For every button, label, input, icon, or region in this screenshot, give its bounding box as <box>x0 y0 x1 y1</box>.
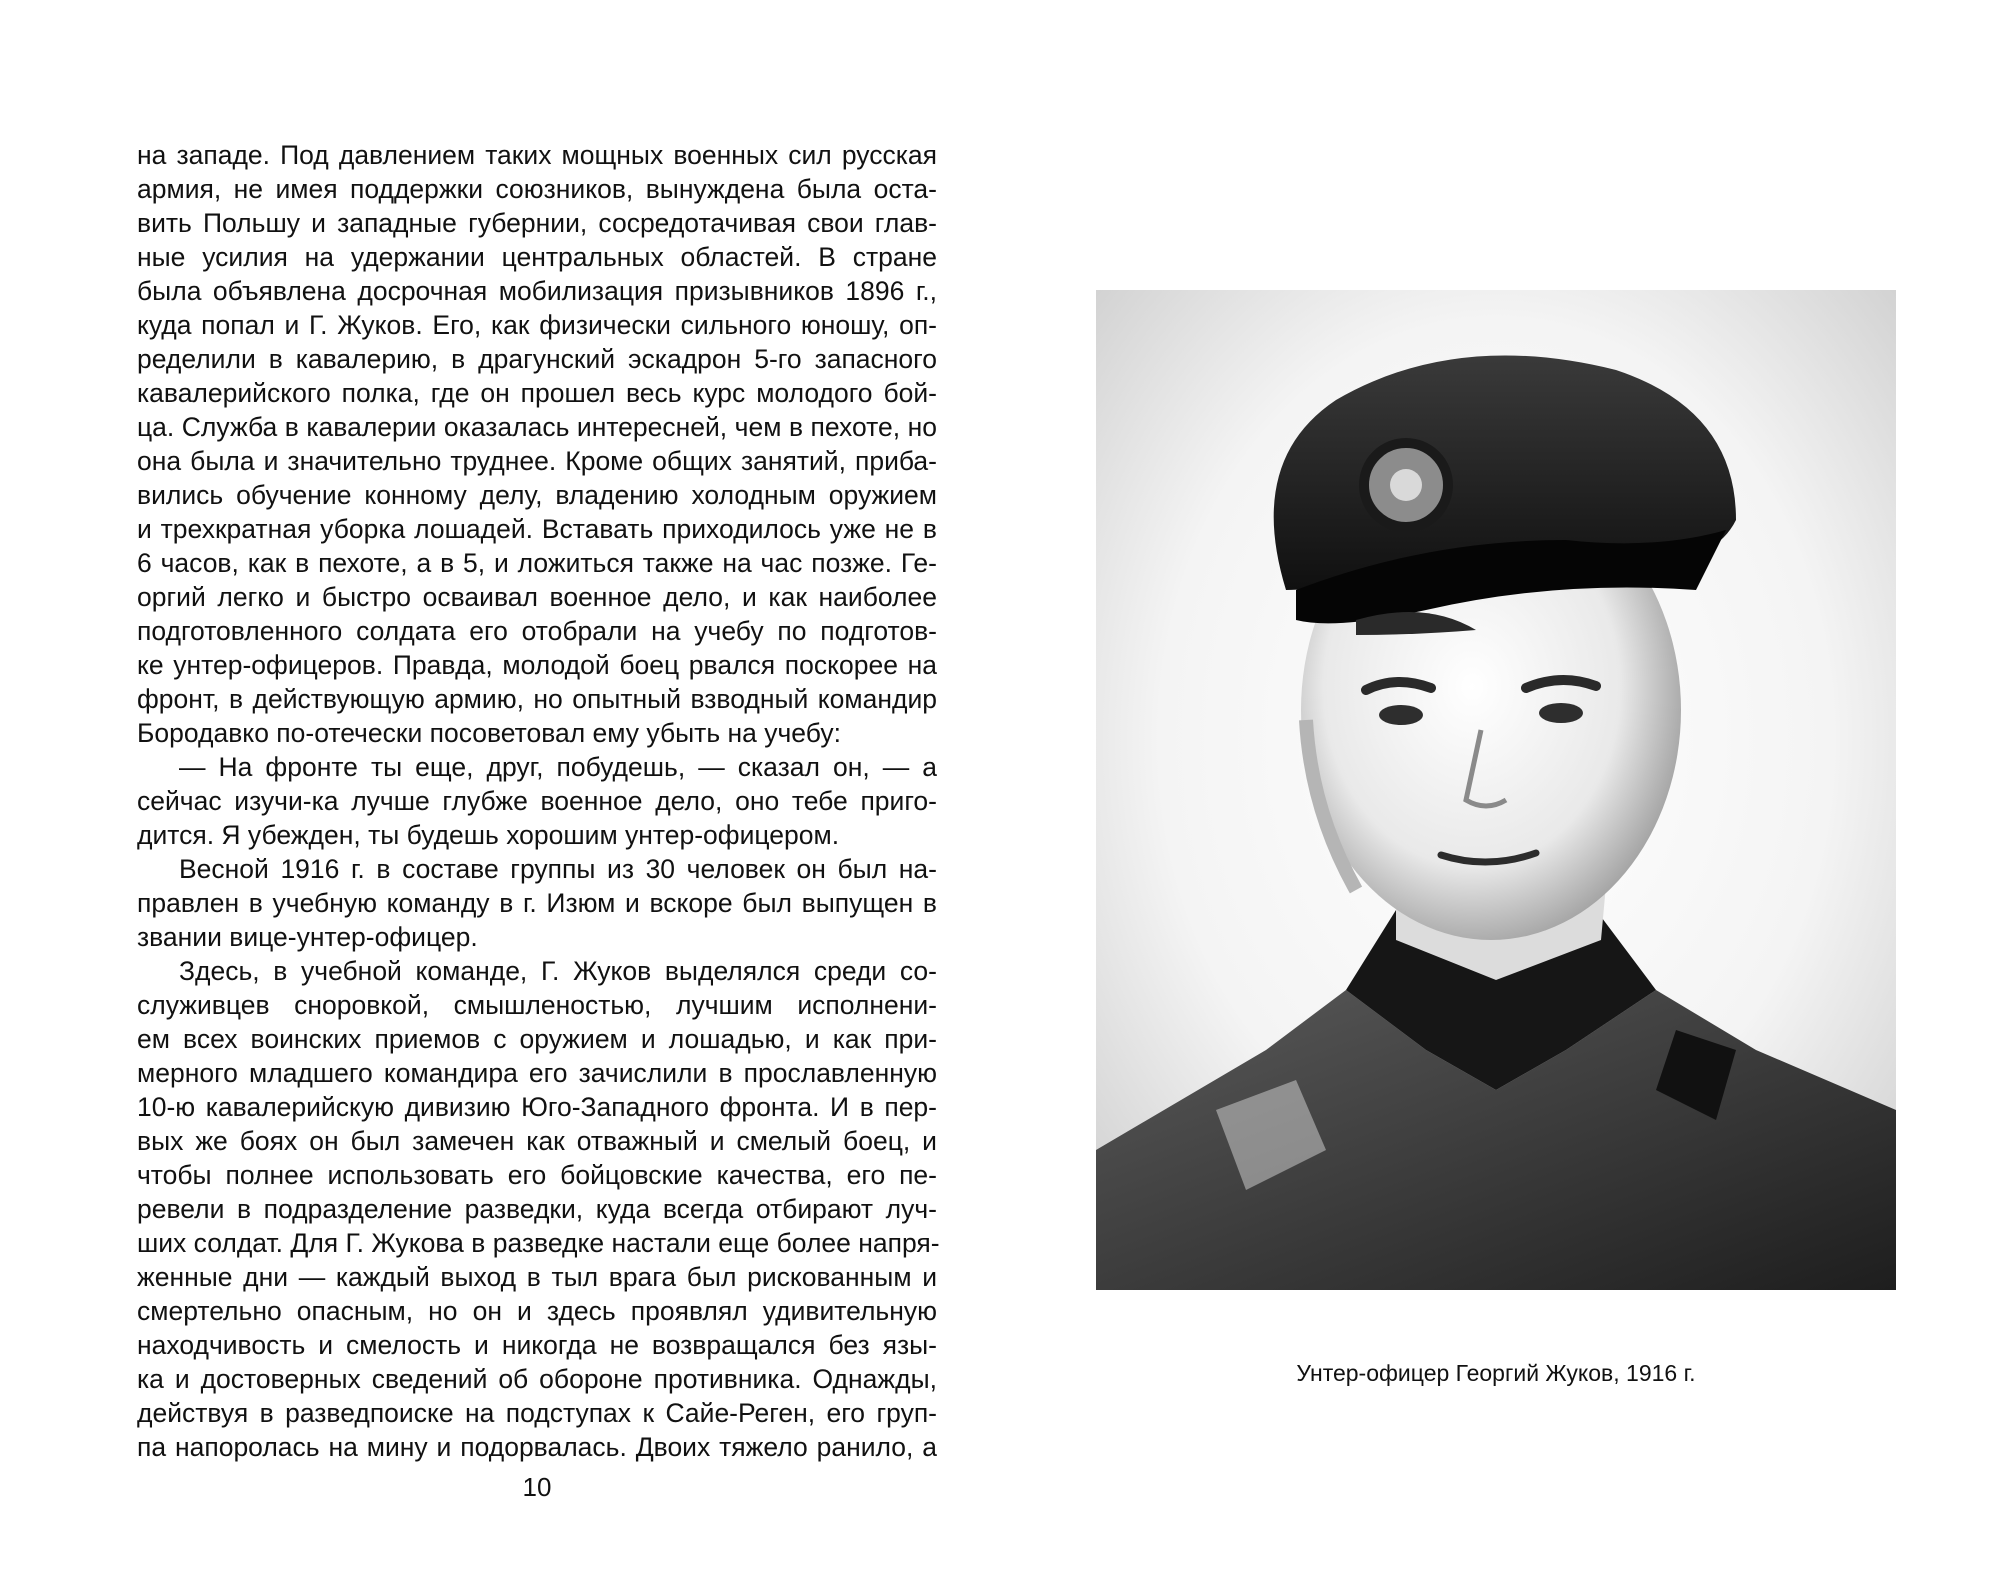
text-line: вить Польшу и западные губернии, сосредотачивая свои глав- <box>137 208 937 238</box>
text-line: ределили в кавалерию, в драгунский эскадрон 5-го запасного <box>137 344 937 374</box>
text-line: вых же боях он был замечен как отважный и смелый боец, и <box>137 1126 937 1156</box>
text-line: ем всех воинских приемов с оружием и лошадью, и как при- <box>137 1024 937 1054</box>
text-line: и трехкратная уборка лошадей. Вставать приходилось уже не в <box>137 514 937 544</box>
text-line: 6 часов, как в пехоте, а в 5, и ложиться также на час позже. Ге- <box>137 548 937 578</box>
text-line: мерного младшего командира его зачислили в прославленную <box>137 1058 937 1088</box>
text-line: Бородавко по-отечески посоветовал ему убыть на учебу: <box>137 718 841 748</box>
text-line: куда попал и Г. Жуков. Его, как физически сильного юношу, оп- <box>137 310 937 340</box>
text-line: правлен в учебную команду в г. Изюм и вскоре был выпущен в <box>137 888 937 918</box>
text-line: 10-ю кавалерийскую дивизию Юго-Западного фронта. И в пер- <box>137 1092 937 1122</box>
text-line: сейчас изучи-ка лучше глубже военное дело, оно тебе приго- <box>137 786 937 816</box>
portrait-illustration <box>1096 290 1896 1290</box>
text-line: ца. Служба в кавалерии оказалась интересней, чем в пехоте, но <box>137 412 937 442</box>
text-line: па напоролась на мину и подорвалась. Двоих тяжело ранило, а <box>137 1432 937 1462</box>
main-text-column <box>137 138 940 1464</box>
text-line: смертельно опасным, но он и здесь проявлял удивительную <box>137 1296 937 1326</box>
text-line: подготовленного солдата его отобрали на учебу по подготов- <box>137 616 937 646</box>
text-line: ные усилия на удержании центральных областей. В стране <box>137 242 937 272</box>
text-line: дится. Я убежден, ты будешь хорошим унтер-офицером. <box>137 820 840 850</box>
cap-badge-center-shape <box>1390 469 1422 501</box>
portrait-photo <box>1096 290 1896 1290</box>
page-number: 10 <box>522 1472 552 1502</box>
text-line: фронт, в действующую армию, но опытный взводный командир <box>137 684 937 714</box>
right-eye-shape <box>1539 703 1583 723</box>
text-line: кавалерийского полка, где он прошел весь курс молодого бой- <box>137 378 937 408</box>
text-line: ка и достоверных сведений об обороне противника. Однажды, <box>137 1364 937 1394</box>
text-line: действуя в разведпоиске на подступах к Сайе-Реген, его груп- <box>137 1398 937 1428</box>
text-line: служивцев сноровкой, смышленостью, лучшим исполнени- <box>137 990 937 1020</box>
photo-caption: Унтер-офицер Георгий Жуков, 1916 г. <box>1296 1360 1696 1386</box>
text-line: чтобы полнее использовать его бойцовские качества, его пе- <box>137 1160 937 1190</box>
text-line: армия, не имея поддержки союзников, вынуждена была оста- <box>137 174 937 204</box>
text-line: женные дни — каждый выход в тыл врага был рискованным и <box>137 1262 937 1292</box>
text-line: — На фронте ты еще, друг, побудешь, — сказал он, — а <box>179 752 937 782</box>
text-line: она была и значительно труднее. Кроме общих занятий, приба- <box>137 446 937 476</box>
text-line: ке унтер-офицеров. Правда, молодой боец рвался поскорее на <box>137 650 937 680</box>
text-line: оргий легко и быстро осваивал военное дело, и как наиболее <box>137 582 937 612</box>
text-line: на западе. Под давлением таких мощных военных сил русская <box>137 140 937 170</box>
text-line: Здесь, в учебной команде, Г. Жуков выделялся среди со- <box>179 956 937 986</box>
text-line: находчивость и смелость и никогда не возвращался без язы- <box>137 1330 937 1360</box>
text-line: ших солдат. Для Г. Жукова в разведке настали еще более напря- <box>137 1228 940 1258</box>
text-line: звании вице-унтер-офицер. <box>137 922 478 952</box>
left-eye-shape <box>1379 705 1423 725</box>
text-line: Весной 1916 г. в составе группы из 30 человек он был на- <box>179 854 937 884</box>
text-line: вились обучение конному делу, владению холодным оружием <box>137 480 937 510</box>
text-line: ревели в подразделение разведки, куда всегда отбирают луч- <box>137 1194 937 1224</box>
text-line: была объявлена досрочная мобилизация призывников 1896 г., <box>137 276 937 306</box>
